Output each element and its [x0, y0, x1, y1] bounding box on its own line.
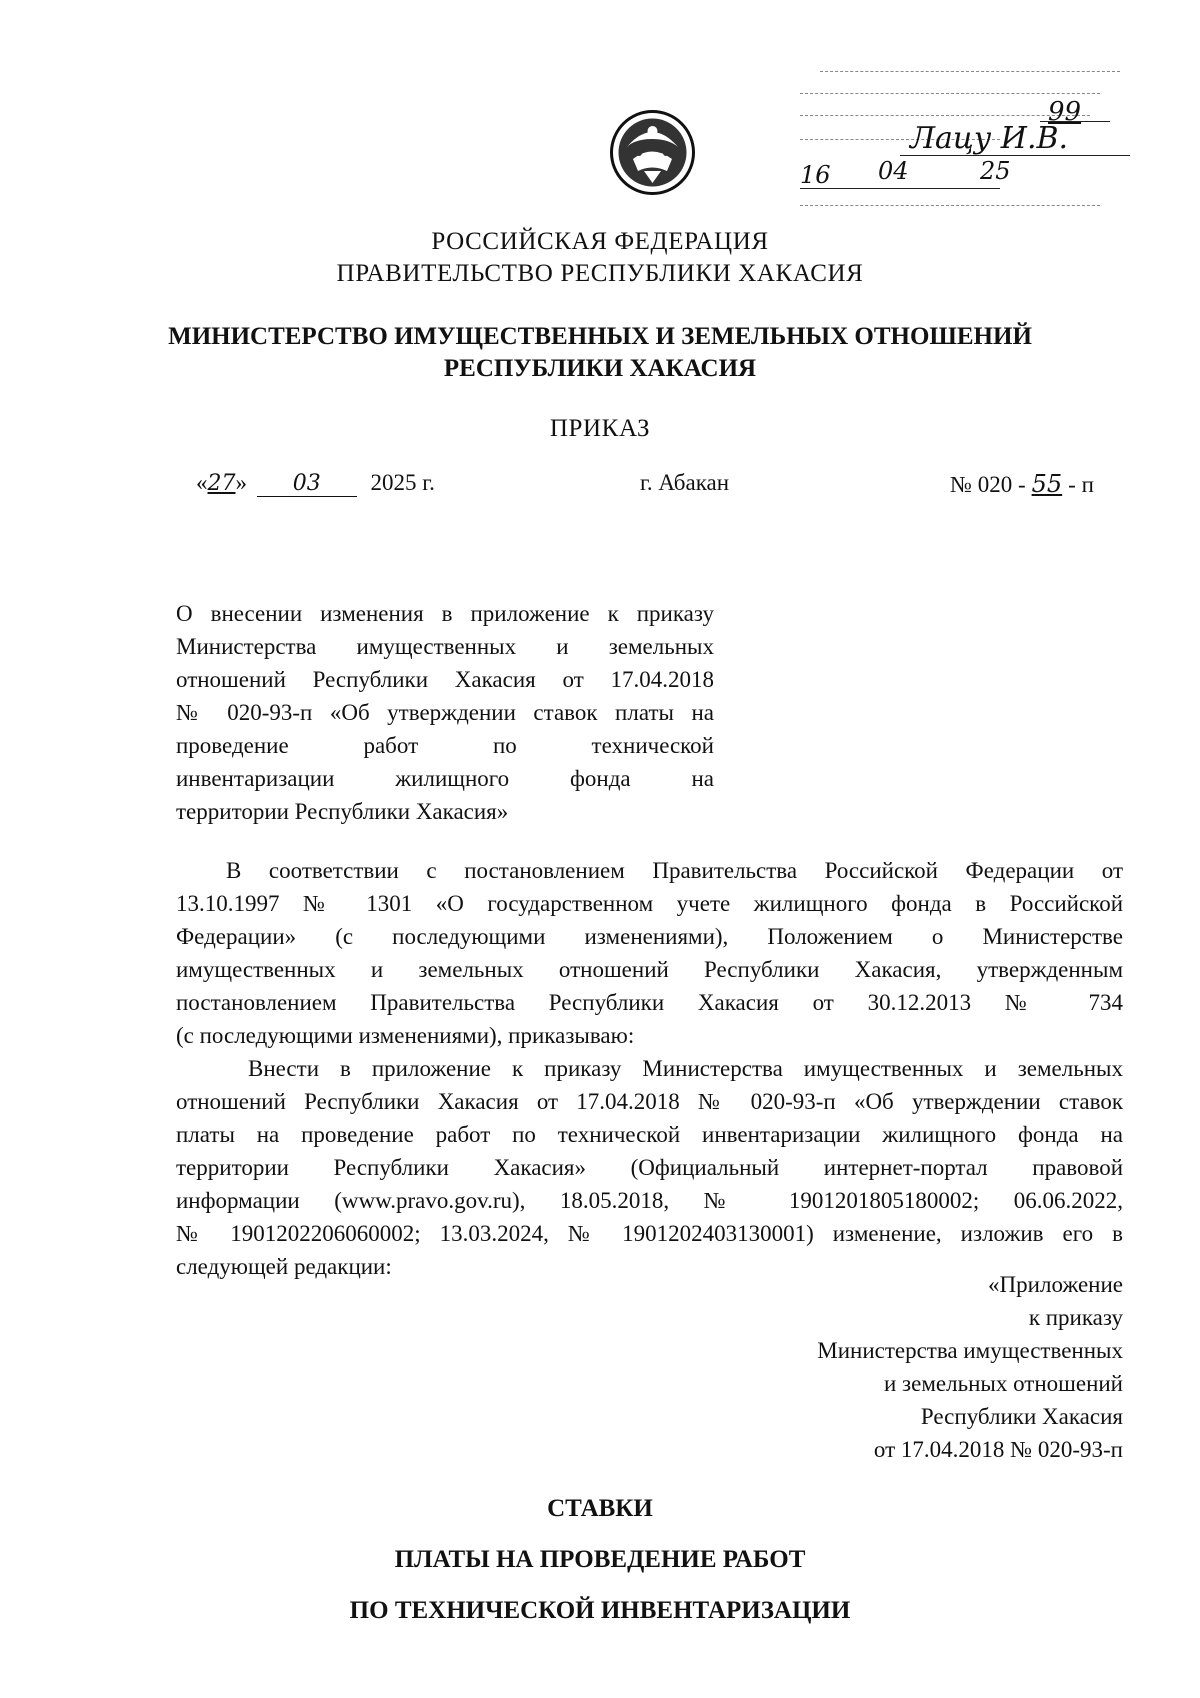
- preamble-line: имущественных и земельных отношений Республики Хакасия, утвержденным: [176, 957, 1123, 982]
- order-text-line: отношений Республики Хакасия от 17.04.2018 № 020-93-п «Об утверждении ставок: [176, 1089, 1123, 1114]
- order-date-month: 03: [292, 471, 321, 496]
- topic-line: инвентаризации жилищного фонда на: [176, 766, 714, 791]
- order-date-year: 2025 г.: [370, 470, 435, 495]
- appendix-line: Министерства имущественных: [817, 1338, 1123, 1363]
- country-title: РОССИЙСКАЯ ФЕДЕРАЦИЯ: [431, 228, 769, 255]
- topic-line: проведение работ по технической: [176, 733, 714, 758]
- order-number-suffix: - п: [1068, 472, 1094, 497]
- order-city: г. Абакан: [640, 470, 730, 495]
- preamble-line: постановлением Правительства Республики Хакасия от 30.12.2013 № 734: [176, 990, 1123, 1015]
- appendix-line: Республики Хакасия: [920, 1404, 1123, 1429]
- order-number: [950, 470, 1094, 498]
- rates-title-line2: ПЛАТЫ НА ПРОВЕДЕНИЕ РАБОТ: [394, 1546, 806, 1573]
- topic-line: отношений Республики Хакасия от 17.04.2018: [176, 667, 714, 692]
- rates-title-line3: ПО ТЕХНИЧЕСКОЙ ИНВЕНТАРИЗАЦИИ: [349, 1597, 851, 1624]
- appendix-line: «Приложение: [988, 1272, 1123, 1297]
- topic-line: О внесении изменения в приложение к приказу: [176, 601, 714, 626]
- order-text-line: Внести в приложение к приказу Министерства имущественных и земельных: [248, 1056, 1123, 1081]
- order-number-prefix: № 020 -: [950, 472, 1026, 497]
- appendix-header: [623, 1268, 1123, 1466]
- order-text-line: информации (www.pravo.gov.ru), 18.05.2018, № 1901201805180002; 06.06.2022,: [176, 1188, 1123, 1213]
- appendix-line: и земельных отношений: [884, 1371, 1123, 1396]
- order-date-day: 27: [207, 471, 236, 496]
- order-text-line: № 1901202206060002; 13.03.2024, № 1901202403130001) изменение, изложив его в: [176, 1221, 1123, 1246]
- order-details-row: [0, 470, 1200, 504]
- handwritten-signature: Лацу И.В.: [910, 121, 1069, 156]
- stamp-date-month: 04: [878, 157, 909, 185]
- order-date: «27» 03 2025 г.: [196, 470, 435, 496]
- order-text-line: следующей редакции:: [176, 1254, 392, 1279]
- preamble-line: (с последующими изменениями), приказываю:: [176, 1023, 635, 1048]
- appendix-line: к приказу: [1028, 1305, 1123, 1330]
- order-number-value: 55: [1031, 470, 1063, 498]
- order-topic: [176, 597, 714, 828]
- preamble-line: 13.10.1997 № 1301 «О государственном учете жилищного фонда в Российской: [176, 891, 1123, 916]
- preamble-paragraph: [176, 854, 1123, 1052]
- preamble-line: Федерации» (с последующими изменениями), Положением о Министерстве: [176, 924, 1123, 949]
- document-type: ПРИКАЗ: [549, 415, 651, 442]
- coat-of-arms-emblem: [609, 109, 696, 196]
- topic-line: Министерства имущественных и земельных: [176, 634, 714, 659]
- registration-number: 99: [1048, 97, 1082, 127]
- topic-line: № 020-93-п «Об утверждении ставок платы на: [176, 700, 714, 725]
- order-text-line: территории Республики Хакасия» (Официальный интернет-портал правовой: [176, 1155, 1123, 1180]
- stamp-date-day: 16: [800, 161, 831, 189]
- government-title: ПРАВИТЕЛЬСТВО РЕСПУБЛИКИ ХАКАСИЯ: [336, 260, 864, 287]
- rates-title-line1: СТАВКИ: [547, 1495, 653, 1522]
- topic-line: территории Республики Хакасия»: [176, 799, 509, 824]
- order-text-paragraph: [176, 1052, 1123, 1283]
- ministry-title-line2: РЕСПУБЛИКИ ХАКАСИЯ: [443, 355, 757, 382]
- stamp-date-year: 25: [980, 157, 1011, 185]
- order-text-line: платы на проведение работ по технической инвентаризации жилищного фонда на: [176, 1122, 1123, 1147]
- registration-stamp: [800, 55, 1130, 230]
- appendix-line: от 17.04.2018 № 020-93-п: [873, 1437, 1123, 1462]
- ministry-title-line1: МИНИСТЕРСТВО ИМУЩЕСТВЕННЫХ И ЗЕМЕЛЬНЫХ ОТНОШЕНИЙ: [168, 323, 1032, 350]
- preamble-line: В соответствии с постановлением Правительства Российской Федерации от: [226, 858, 1123, 883]
